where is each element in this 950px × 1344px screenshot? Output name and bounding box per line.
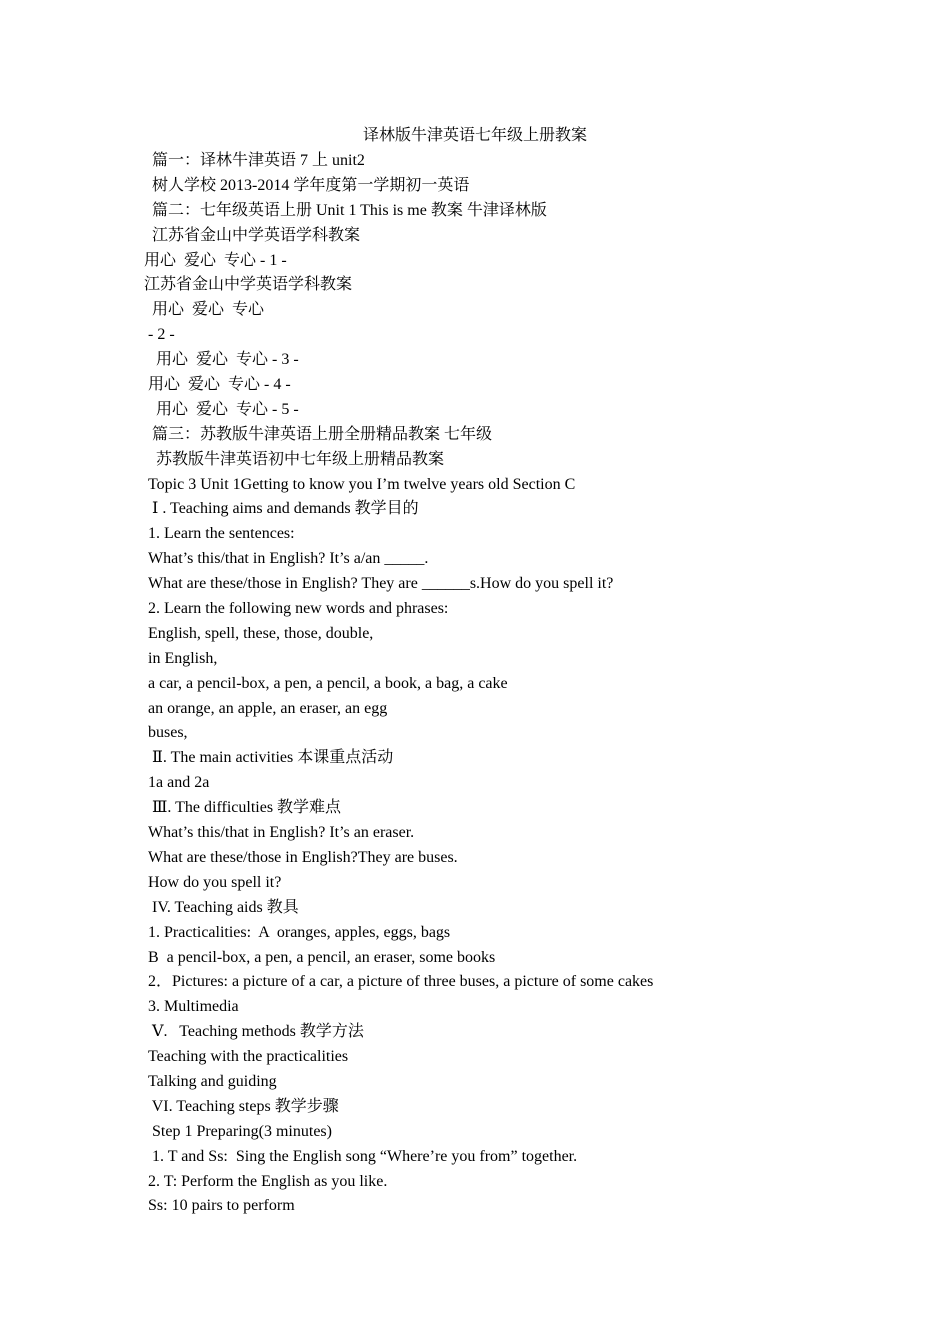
document-title: 译林版牛津英语七年级上册教案 xyxy=(362,127,587,144)
text-line: 用心 爱心 专心 - 4 - xyxy=(148,376,291,394)
text-line: 用心 爱心 专心 - 1 - xyxy=(144,251,287,269)
text-line: What’s this/that in English? It’s an eraser. xyxy=(148,824,415,842)
text-line: Ⅱ. The main activities 本课重点活动 xyxy=(148,749,394,767)
text-line: 苏教版牛津英语初中七年级上册精品教案 xyxy=(148,450,445,468)
text-line: 篇三：苏教版牛津英语上册全册精品教案 七年级 xyxy=(148,425,493,443)
text-line: 用心 爱心 专心 - 5 - xyxy=(148,400,299,418)
text-line: 用心 爱心 专心 xyxy=(148,301,265,319)
text-line: 江苏省金山中学英语学科教案 xyxy=(144,276,353,294)
text-line: Ⅲ. The difficulties 教学难点 xyxy=(148,799,342,817)
text-line: Step 1 Preparing(3 minutes) xyxy=(148,1122,332,1140)
text-line: VI. Teaching steps 教学步骤 xyxy=(148,1097,339,1115)
text-line: 1. T and Ss: Sing the English song “Where’re you from” together. xyxy=(148,1147,578,1165)
text-line: Ⅴ. Teaching methods 教学方法 xyxy=(148,1023,364,1041)
text-line: 1a and 2a xyxy=(148,774,210,792)
text-line: What are these/those in English?They are buses. xyxy=(148,848,458,866)
text-line: 篇二：七年级英语上册 Unit 1 This is me 教案 牛津译林版 xyxy=(148,201,547,219)
text-line: B a pencil-box, a pen, a pencil, an eraser, some books xyxy=(148,948,496,966)
text-line: - 2 - xyxy=(148,326,175,344)
text-line: 1. Practicalities: A oranges, apples, eggs, bags xyxy=(148,923,451,941)
text-line: 2. T: Perform the English as you like. xyxy=(148,1172,388,1190)
text-line: 江苏省金山中学英语学科教案 xyxy=(148,226,361,244)
text-line: 1. Learn the sentences: xyxy=(148,525,295,543)
text-line: Teaching with the practicalities xyxy=(148,1048,349,1066)
text-line: Talking and guiding xyxy=(148,1072,277,1090)
text-line: 篇一：译林牛津英语 7 上 unit2 xyxy=(148,152,365,169)
text-line: 2．Pictures: a picture of a car, a picture of three buses, a picture of some cakes xyxy=(148,973,654,991)
text-line: a car, a pencil-box, a pen, a pencil, a book, a bag, a cake xyxy=(148,674,508,692)
text-line: Topic 3 Unit 1Getting to know you I’m twelve years old Section C xyxy=(148,475,576,493)
text-line: What are these/those in English? They are ______s.How do you spell it? xyxy=(148,575,614,593)
document-body xyxy=(0,151,950,1221)
text-line: an orange, an apple, an eraser, an egg xyxy=(148,699,388,717)
text-line: 用心 爱心 专心 - 3 - xyxy=(148,351,299,369)
text-line: 2. Learn the following new words and phrases: xyxy=(148,600,449,618)
text-line: 树人学校 2013-2014 学年度第一学期初一英语 xyxy=(148,176,470,194)
text-line: buses, xyxy=(148,724,188,742)
text-line: How do you spell it? xyxy=(148,873,282,891)
text-line: 3. Multimedia xyxy=(148,998,239,1016)
text-line: IV. Teaching aids 教具 xyxy=(148,898,299,916)
text-line: What’s this/that in English? It’s a/an _____. xyxy=(148,550,429,568)
text-line: English, spell, these, those, double, xyxy=(148,624,374,642)
text-line: Ss: 10 pairs to perform xyxy=(148,1197,295,1215)
text-line: in English, xyxy=(148,649,218,667)
text-line: Ⅰ . Teaching aims and demands 教学目的 xyxy=(148,500,419,518)
